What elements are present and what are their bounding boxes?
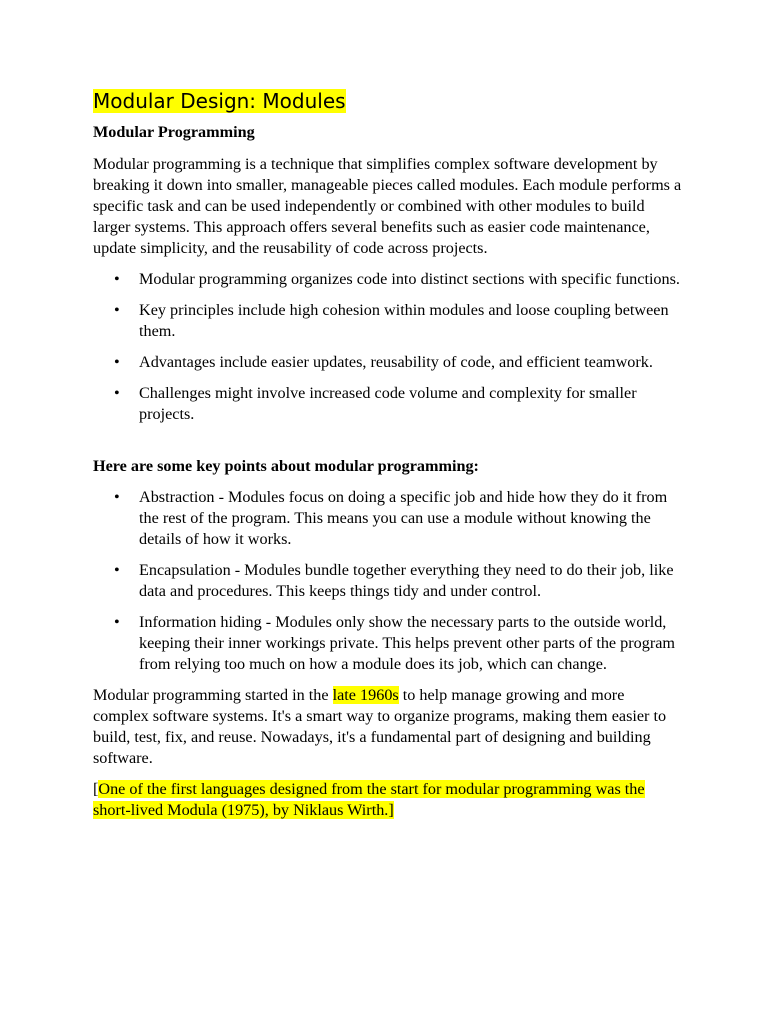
summary-list [93,269,683,425]
bullet-icon: • [114,384,120,402]
history-highlight: late 1960s [332,686,399,704]
bullet-icon: • [114,301,120,319]
list-item-text: Information hiding - Modules only show the necessary parts to the outside world, keeping their inner workings private. This helps prevent other parts of the program from relying too much on how a module does its job, which can change. [139,613,675,673]
note-highlight: One of the first languages designed from the start for modular programming was the short-lived Modula (1975), by Niklaus Wirth.] [93,780,645,819]
list-item-text: Challenges might involve increased code volume and complexity for smaller projects. [139,384,637,423]
document-title-text: Modular Design: Modules [93,89,346,113]
document-title [93,88,683,114]
list-item [93,612,683,675]
list-item-text: Key principles include high cohesion within modules and loose coupling between them. [139,301,669,340]
list-item [93,300,683,342]
intro-paragraph: Modular programming is a technique that simplifies complex software development by breaking it down into smaller, manageable pieces called modules. Each module performs a specific task and can be used independently or combined with other modules to build larger systems. This approach offers several benefits such as easier code maintenance, update simplicity, and the reusability of code across projects. [93,155,682,257]
document-page [93,88,683,831]
bullet-icon: • [114,561,120,579]
list-item-text: Encapsulation - Modules bundle together everything they need to do their job, like data and procedures. This keeps things tidy and under control. [139,561,674,600]
list-item [93,560,683,602]
list-item-text: Advantages include easier updates, reusability of code, and efficient teamwork. [139,353,653,371]
list-item [93,487,683,550]
history-text-before: Modular programming started in the [93,686,333,704]
history-text-after: to help manage growing and more complex software systems. It's a smart way to organize programs, making them easier to build, test, fix, and reuse. Nowadays, it's a fundamental part of designing and building software. [93,686,667,767]
list-item-text: Modular programming organizes code into distinct sections with specific functions. [139,270,680,288]
bullet-icon: • [114,353,120,371]
list-item [93,269,683,290]
note-open-bracket: [ [93,780,99,798]
history-paragraph [93,685,683,769]
bullet-icon: • [114,613,120,631]
list-item-text: Abstraction - Modules focus on doing a specific job and hide how they do it from the rest of the program. This means you can use a module without knowing the details of how it works. [139,488,668,548]
bullet-icon: • [114,270,120,288]
section-heading-modular-programming: Modular Programming [93,123,255,141]
key-points-list [93,487,683,675]
blank-line [93,435,683,456]
list-item [93,352,683,373]
note-paragraph [93,779,683,821]
bullet-icon: • [114,488,120,506]
list-item [93,383,683,425]
section-heading-key-points: Here are some key points about modular programming: [93,457,479,475]
